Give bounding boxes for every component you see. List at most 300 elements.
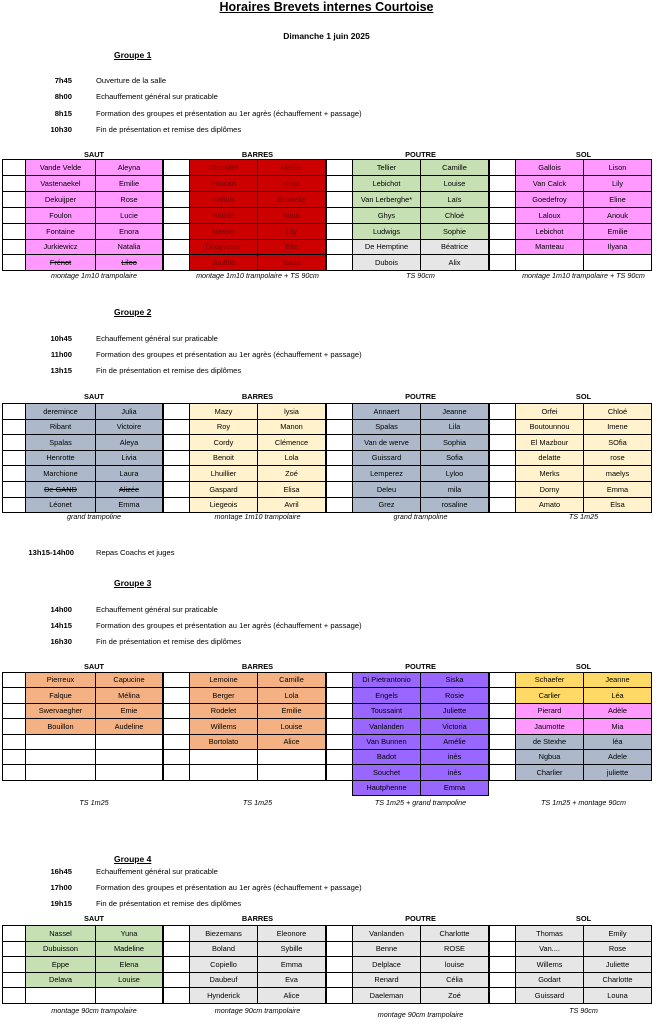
- schedule-description: Echauffement général sur praticable: [96, 605, 218, 614]
- row-spacer-cell: [163, 419, 190, 435]
- gymnast-firstname: Emilie: [257, 703, 326, 719]
- apparatus-header: POUTRE: [405, 392, 436, 401]
- gymnast-surname: [25, 987, 96, 1004]
- gymnast-surname: Schaefer: [515, 672, 584, 688]
- gymnast-surname: Berger: [189, 687, 258, 704]
- gymnast-surname: Di Pietrantonio: [352, 672, 421, 688]
- gymnast-surname: Delava: [25, 972, 96, 988]
- gymnast-surname: Badot: [352, 749, 421, 765]
- gymnast-firstname: Béatrice: [420, 239, 489, 255]
- group-heading: Groupe 4: [114, 854, 152, 864]
- row-spacer-cell: [163, 403, 190, 420]
- apparatus-header: SAUT: [83, 150, 105, 159]
- schedule-time: 16h45: [50, 867, 72, 876]
- apparatus-header: POUTRE: [405, 662, 436, 671]
- gymnast-surname: Guissard: [515, 987, 584, 1004]
- row-spacer-cell: [326, 941, 353, 957]
- gymnast-firstname: Eleonore: [257, 925, 326, 942]
- row-spacer-cell: [2, 207, 26, 224]
- gymnast-firstname: Alice: [257, 734, 326, 750]
- schedule-description: Fin de présentation et remise des diplômes: [96, 899, 242, 908]
- row-spacer-cell: [489, 956, 516, 973]
- row-spacer-cell: [326, 159, 353, 176]
- row-spacer-cell: [163, 239, 190, 255]
- gymnast-firstname: [95, 749, 163, 765]
- schedule-row: [0, 882, 653, 894]
- gymnast-firstname: Yuna: [95, 925, 163, 942]
- gymnast-surname: Mazy: [189, 403, 258, 420]
- gymnast-surname: El Mazbour: [515, 434, 584, 451]
- row-spacer-cell: [2, 191, 26, 208]
- row-spacer-cell: [326, 254, 353, 271]
- gymnast-surname: Dekuijper: [25, 191, 96, 208]
- gymnast-firstname: louise: [420, 956, 489, 973]
- schedule-row: [0, 898, 653, 910]
- row-spacer-cell: [163, 987, 190, 1004]
- gymnast-firstname: Ilyana: [583, 239, 652, 255]
- schedule-time: 14h00: [50, 605, 72, 614]
- gymnast-surname: Grez: [352, 497, 421, 513]
- row-spacer-cell: [326, 972, 353, 988]
- row-spacer-cell: [2, 941, 26, 957]
- gymnast-surname: Jurkiewicz: [25, 239, 96, 255]
- row-spacer-cell: [2, 497, 26, 513]
- schedule-description: Formation des groupes et présentation au 1er agrès (échauffement + passage): [96, 883, 362, 892]
- gymnast-surname: de Stexhe: [515, 734, 584, 750]
- schedule-row: [0, 866, 653, 878]
- row-spacer-cell: [2, 254, 26, 271]
- row-spacer-cell: [326, 481, 353, 498]
- gymnast-firstname: Liloo: [95, 254, 163, 271]
- gymnast-surname: Falque: [25, 687, 96, 704]
- row-spacer-cell: [326, 497, 353, 513]
- row-spacer-cell: [326, 419, 353, 435]
- schedule-row: [0, 124, 653, 136]
- schedule-row: [0, 636, 653, 648]
- gymnast-firstname: Amélie: [420, 734, 489, 750]
- gymnast-surname: Bouillon: [25, 718, 96, 735]
- gymnast-firstname: Sophia: [420, 434, 489, 451]
- gymnast-surname: Lemoine: [189, 672, 258, 688]
- gymnast-surname: Ludwigs: [352, 223, 421, 240]
- gymnast-surname: [189, 764, 258, 781]
- row-spacer-cell: [489, 419, 516, 435]
- gymnast-surname: Foucart: [189, 175, 258, 192]
- gymnast-firstname: Lily: [257, 223, 326, 240]
- row-spacer-cell: [2, 972, 26, 988]
- gymnast-firstname: Emily: [583, 925, 652, 942]
- row-spacer-cell: [326, 450, 353, 466]
- row-spacer-cell: [2, 434, 26, 451]
- repas-row: [0, 547, 653, 559]
- schedule-row: [0, 75, 653, 87]
- gymnast-firstname: Léa: [583, 687, 652, 704]
- row-spacer-cell: [163, 749, 190, 765]
- gymnast-surname: Goedefroy: [515, 191, 584, 208]
- gymnast-firstname: Julia: [95, 403, 163, 420]
- schedule-description: Fin de présentation et remise des diplômes: [96, 125, 242, 134]
- gymnast-surname: delatte: [515, 450, 584, 466]
- row-spacer-cell: [2, 403, 26, 420]
- apparatus-header: BARRES: [241, 392, 274, 401]
- gymnast-surname: Hautphenne: [352, 780, 421, 796]
- gymnast-firstname: lysia: [257, 403, 326, 420]
- gymnast-surname: Fontaine: [25, 223, 96, 240]
- gymnast-firstname: Victoria: [420, 718, 489, 735]
- gymnast-firstname: Mia: [583, 718, 652, 735]
- row-spacer-cell: [489, 497, 516, 513]
- schedule-description: Echauffement général sur praticable: [96, 334, 218, 343]
- gymnast-firstname: Louna: [583, 987, 652, 1004]
- gymnast-firstname: [95, 987, 163, 1004]
- gymnast-firstname: Elsa: [583, 497, 652, 513]
- schedule-time: 11h00: [50, 350, 72, 359]
- row-spacer-cell: [489, 239, 516, 255]
- row-spacer-cell: [326, 925, 353, 942]
- row-spacer-cell: [489, 450, 516, 466]
- gymnast-firstname: [95, 764, 163, 781]
- gymnast-surname: [25, 734, 96, 750]
- gymnast-firstname: Louise: [257, 718, 326, 735]
- gymnast-surname: Pierreux: [25, 672, 96, 688]
- row-spacer-cell: [2, 987, 26, 1004]
- gymnast-surname: Charlier: [515, 764, 584, 781]
- row-spacer-cell: [489, 465, 516, 482]
- gymnast-surname: Willems: [189, 718, 258, 735]
- row-spacer-cell: [489, 764, 516, 781]
- gymnast-surname: Van Lerberghe*: [352, 191, 421, 208]
- schedule-time: 10h45: [50, 334, 72, 343]
- gymnast-surname: Orfei: [515, 403, 584, 420]
- row-spacer-cell: [163, 703, 190, 719]
- gymnast-firstname: Camille: [257, 672, 326, 688]
- gymnast-surname: Jouffila: [189, 254, 258, 271]
- row-spacer-cell: [489, 159, 516, 176]
- gymnast-firstname: Juliette: [420, 703, 489, 719]
- gymnast-firstname: Laura: [95, 465, 163, 482]
- gymnast-firstname: Natalia: [95, 239, 163, 255]
- gymnast-surname: Benne: [352, 941, 421, 957]
- gymnast-surname: Liegeois: [189, 497, 258, 513]
- gymnast-firstname: rosaline: [420, 497, 489, 513]
- schedule-description: Fin de présentation et remise des diplômes: [96, 637, 242, 646]
- schedule-description: Echauffement général sur praticable: [96, 867, 218, 876]
- row-spacer-cell: [163, 672, 190, 688]
- gymnast-surname: Van Calck: [515, 175, 584, 192]
- row-spacer-cell: [2, 481, 26, 498]
- apparatus-caption: TS 1m25: [568, 512, 599, 521]
- gymnast-surname: Rodelet: [189, 703, 258, 719]
- row-spacer-cell: [2, 734, 26, 750]
- gymnast-firstname: Emilie: [95, 175, 163, 192]
- page-title: Horaires Brevets internes Courtoise: [219, 0, 434, 14]
- gymnast-surname: Henrotte: [25, 450, 96, 466]
- gymnast-firstname: mila: [420, 481, 489, 498]
- row-spacer-cell: [2, 419, 26, 435]
- apparatus-header: BARRES: [241, 914, 274, 923]
- gymnast-surname: Delplace: [352, 956, 421, 973]
- schedule-time: 13h15: [50, 366, 72, 375]
- gymnast-firstname: léa: [583, 734, 652, 750]
- gymnast-firstname: Nada: [257, 254, 326, 271]
- gymnast-surname: Godart: [515, 972, 584, 988]
- gymnast-surname: Spalas: [352, 419, 421, 435]
- apparatus-header: POUTRE: [405, 914, 436, 923]
- gymnast-firstname: Elisa: [257, 481, 326, 498]
- schedule-time: 14h15: [50, 621, 72, 630]
- gymnast-firstname: Lyloo: [420, 465, 489, 482]
- gymnast-surname: deremince: [25, 403, 96, 420]
- row-spacer-cell: [489, 207, 516, 224]
- gymnast-firstname: inès: [420, 764, 489, 781]
- row-spacer-cell: [326, 718, 353, 735]
- gymnast-firstname: Rose: [583, 941, 652, 957]
- row-spacer-cell: [163, 450, 190, 466]
- apparatus-caption: montage 90cm trampolaire: [51, 1006, 137, 1015]
- gymnast-surname: Biezemans: [189, 925, 258, 942]
- row-spacer-cell: [163, 972, 190, 988]
- apparatus-header: BARRES: [241, 662, 274, 671]
- gymnast-surname: Ngbua: [515, 749, 584, 765]
- row-spacer-cell: [163, 159, 190, 176]
- row-spacer-cell: [489, 191, 516, 208]
- row-spacer-cell: [163, 191, 190, 208]
- apparatus-caption: TS 1m25: [242, 798, 273, 807]
- schedule-description: Formation des groupes et présentation au 1er agrès (échauffement + passage): [96, 350, 362, 359]
- gymnast-surname: Van de werve: [352, 434, 421, 451]
- row-spacer-cell: [489, 718, 516, 735]
- gymnast-surname: [189, 749, 258, 765]
- gymnast-surname: Daeleman: [352, 987, 421, 1004]
- row-spacer-cell: [326, 223, 353, 240]
- gymnast-surname: De Hemptine: [352, 239, 421, 255]
- row-spacer-cell: [163, 207, 190, 224]
- row-spacer-cell: [2, 703, 26, 719]
- row-spacer-cell: [489, 481, 516, 498]
- apparatus-caption: grand trampoline: [393, 512, 448, 521]
- row-spacer-cell: [326, 434, 353, 451]
- gymnast-firstname: Imene: [583, 419, 652, 435]
- gymnast-surname: Guissard: [352, 450, 421, 466]
- apparatus-caption: montage 1m10 trampolaire: [214, 512, 301, 521]
- gymnast-firstname: ROSE: [420, 941, 489, 957]
- apparatus-header: SOL: [575, 392, 592, 401]
- gymnast-firstname: Elena: [95, 956, 163, 973]
- gymnast-surname: Nassel: [189, 223, 258, 240]
- gymnast-firstname: Mélina: [95, 687, 163, 704]
- row-spacer-cell: [326, 734, 353, 750]
- gymnast-firstname: Sybille: [257, 941, 326, 957]
- gymnast-firstname: Aleyna: [95, 159, 163, 176]
- row-spacer-cell: [163, 956, 190, 973]
- gymnast-firstname: Chloé: [583, 403, 652, 420]
- row-spacer-cell: [163, 481, 190, 498]
- gymnast-surname: Amato: [515, 497, 584, 513]
- gymnast-surname: Lebichot: [352, 175, 421, 192]
- gymnast-surname: Eppe: [25, 956, 96, 973]
- row-spacer-cell: [326, 956, 353, 973]
- apparatus-header: SAUT: [83, 392, 105, 401]
- gymnast-surname: Marchione: [25, 465, 96, 482]
- gymnast-firstname: Lola: [257, 450, 326, 466]
- gymnast-surname: Carlier: [515, 687, 584, 704]
- apparatus-header: POUTRE: [405, 150, 436, 159]
- schedule-row: [0, 108, 653, 120]
- gymnast-surname: Engels: [352, 687, 421, 704]
- gymnast-surname: Thomas: [515, 925, 584, 942]
- row-spacer-cell: [489, 734, 516, 750]
- row-spacer-cell: [326, 207, 353, 224]
- row-spacer-cell: [489, 749, 516, 765]
- gymnast-firstname: Jeanne: [420, 403, 489, 420]
- gymnast-firstname: Emilie: [583, 223, 652, 240]
- gymnast-firstname: Emma: [257, 956, 326, 973]
- gymnast-firstname: [583, 254, 652, 271]
- row-spacer-cell: [326, 191, 353, 208]
- row-spacer-cell: [163, 175, 190, 192]
- schedule-row: [0, 91, 653, 103]
- apparatus-caption: montage 90cm trampolaire: [377, 1010, 464, 1019]
- row-spacer-cell: [163, 941, 190, 957]
- schedule-time: 7h45: [54, 76, 72, 85]
- schedule-time: 10h30: [50, 125, 72, 134]
- row-spacer-cell: [489, 703, 516, 719]
- gymnast-surname: [515, 254, 584, 271]
- schedule-row: [0, 349, 653, 361]
- gymnast-surname: Gallois: [189, 191, 258, 208]
- gymnast-firstname: [257, 749, 326, 765]
- gymnast-surname: Cordy: [189, 434, 258, 451]
- gymnast-firstname: Charlotte: [420, 925, 489, 942]
- row-spacer-cell: [489, 175, 516, 192]
- gymnast-surname: Annaert: [352, 403, 421, 420]
- row-spacer-cell: [489, 672, 516, 688]
- gymnast-surname: Pierard: [515, 703, 584, 719]
- row-spacer-cell: [326, 672, 353, 688]
- row-spacer-cell: [489, 223, 516, 240]
- group-heading: Groupe 1: [114, 50, 152, 60]
- row-spacer-cell: [489, 925, 516, 942]
- schedule-description: Echauffement général sur praticable: [96, 92, 218, 101]
- gymnast-surname: Renard: [352, 972, 421, 988]
- gymnast-firstname: Louise: [95, 972, 163, 988]
- schedule-time: 8h00: [54, 92, 72, 101]
- row-spacer-cell: [326, 175, 353, 192]
- row-spacer-cell: [163, 434, 190, 451]
- row-spacer-cell: [489, 403, 516, 420]
- apparatus-caption: montage 90cm trampolaire: [214, 1006, 301, 1015]
- gymnast-firstname: [95, 734, 163, 750]
- gymnast-surname: Foulon: [25, 207, 96, 224]
- apparatus-caption: TS 90cm: [406, 271, 435, 280]
- row-spacer-cell: [2, 239, 26, 255]
- gymnast-firstname: Alizée: [95, 481, 163, 498]
- row-spacer-cell: [2, 956, 26, 973]
- apparatus-caption: grand trampoline: [67, 512, 121, 521]
- gymnast-surname: Ridelle: [189, 207, 258, 224]
- row-spacer-cell: [163, 734, 190, 750]
- gymnast-surname: Swervaegher: [25, 703, 96, 719]
- gymnast-surname: Vanlanden: [352, 925, 421, 942]
- gymnast-firstname: Eva: [257, 972, 326, 988]
- row-spacer-cell: [2, 749, 26, 765]
- gymnast-surname: De GAND: [25, 481, 96, 498]
- row-spacer-cell: [489, 254, 516, 271]
- gymnast-surname: Lemperez: [352, 465, 421, 482]
- gymnast-surname: Dubois: [352, 254, 421, 271]
- gymnast-surname: Souchet: [352, 764, 421, 781]
- gymnast-firstname: Capucine: [95, 672, 163, 688]
- row-spacer-cell: [326, 687, 353, 704]
- row-spacer-cell: [489, 972, 516, 988]
- gymnast-surname: Ribant: [25, 419, 96, 435]
- gymnast-firstname: Zoé: [257, 465, 326, 482]
- gymnast-surname: Daubeuf: [189, 972, 258, 988]
- gymnast-surname: Tellier: [352, 159, 421, 176]
- gymnast-firstname: [257, 764, 326, 781]
- gymnast-firstname: maelys: [583, 465, 652, 482]
- gymnast-firstname: Enora: [95, 223, 163, 240]
- row-spacer-cell: [489, 987, 516, 1004]
- gymnast-firstname: maya: [257, 175, 326, 192]
- gymnast-firstname: Lucie: [95, 207, 163, 224]
- gymnast-firstname: Clémence: [257, 434, 326, 451]
- gymnast-surname: Nassel: [25, 925, 96, 942]
- gymnast-firstname: Manon: [257, 419, 326, 435]
- gymnast-firstname: Siska: [420, 672, 489, 688]
- gymnast-firstname: Sophie: [420, 223, 489, 240]
- gymnast-surname: Manteau: [515, 239, 584, 255]
- schedule-row: [0, 620, 653, 632]
- row-spacer-cell: [163, 764, 190, 781]
- schedule-row: [0, 604, 653, 616]
- apparatus-caption: TS 1m25 + montage 90cm: [541, 798, 626, 807]
- gymnast-surname: Vande Velde: [25, 159, 96, 176]
- row-spacer-cell: [489, 941, 516, 957]
- gymnast-firstname: Alix: [420, 254, 489, 271]
- gymnast-firstname: Mina: [257, 207, 326, 224]
- schedule-time: 19h15: [50, 899, 72, 908]
- schedule-description: Ouverture de la salle: [96, 76, 167, 85]
- gymnast-firstname: Maëlle: [257, 159, 326, 176]
- row-spacer-cell: [2, 465, 26, 482]
- row-spacer-cell: [489, 434, 516, 451]
- apparatus-caption: montage 1m10 trampolaire + TS 90cm: [522, 271, 645, 280]
- gymnast-firstname: Anouk: [583, 207, 652, 224]
- row-spacer-cell: [163, 718, 190, 735]
- gymnast-surname: Lhuillier: [189, 465, 258, 482]
- gymnast-firstname: Livia: [95, 450, 163, 466]
- gymnast-surname: Van....: [515, 941, 584, 957]
- gymnast-firstname: Emma: [420, 780, 489, 796]
- gymnast-surname: Copiello: [189, 956, 258, 973]
- gymnast-firstname: Emma: [583, 481, 652, 498]
- row-spacer-cell: [326, 703, 353, 719]
- schedule-time: 17h00: [50, 883, 72, 892]
- gymnast-surname: Deleu: [352, 481, 421, 498]
- gymnast-firstname: inès: [420, 749, 489, 765]
- row-spacer-cell: [326, 987, 353, 1004]
- apparatus-header: BARRES: [241, 150, 274, 159]
- gymnast-firstname: Elie: [257, 239, 326, 255]
- gymnast-firstname: Chloé: [420, 207, 489, 224]
- row-spacer-cell: [2, 687, 26, 704]
- schedule-row: [0, 333, 653, 345]
- gymnast-firstname: Alice: [257, 987, 326, 1004]
- apparatus-header: SAUT: [83, 914, 105, 923]
- repas-label: Repas Coachs et juges: [96, 548, 175, 557]
- row-spacer-cell: [163, 925, 190, 942]
